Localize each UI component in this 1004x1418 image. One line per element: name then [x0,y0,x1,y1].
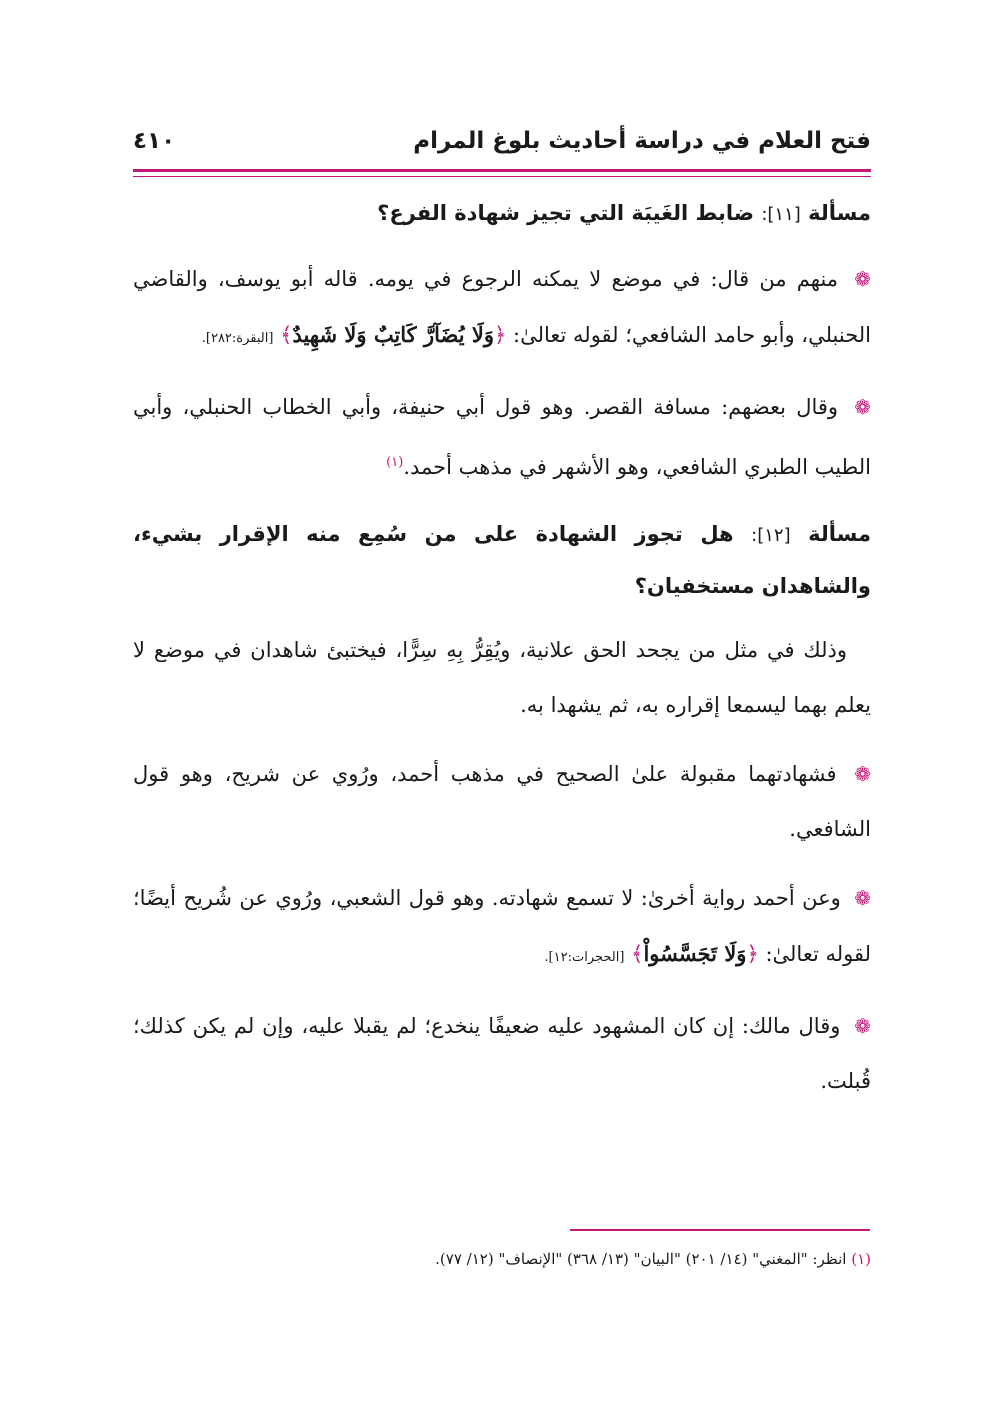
quran-verse: وَلَا تَجَسَّسُواْ [643,941,747,966]
page-body [133,188,871,1123]
paragraph: ❁ فشهادتهما مقبولة علىٰ الصحيح في مذهب أحمد، ورُوي عن شريح، وهو قول الشافعي. [133,762,871,841]
quran-verse: وَلَا يُضَآرَّ كَاتِبٌ وَلَا شَهِيدٌ [292,322,495,347]
page-number: ٤١٠ [133,128,176,154]
flower-icon: ❁ [854,762,871,786]
paragraph: وذلك في مثل من يجحد الحق علانية، ويُقِرُّ بِهِ سِرًّا، فيختبئ شاهدان في موضع لا يعلم بهما ليسمعا إقراره به، ثم يشهدا به. [133,638,871,717]
footnote-number: (١) [851,1250,871,1268]
footnote-text: انظر: "المغني" (١٤/ ٢٠١) "البيان" (١٣/ ٣٦٨) "الإنصاف" (١٢/ ٧٧). [435,1250,847,1268]
paragraph: ❁ وعن أحمد رواية أخرىٰ: لا تسمع شهادته. وهو قول الشعبي، ورُوي عن شُريح أيضًا؛ لقوله تعالىٰ: ﴿وَلَا تَجَسَّسُواْ﴾ [الحجرات:١٢]. [133,886,871,966]
flower-icon: ❁ [854,886,871,910]
paragraph: ❁ وقال مالك: إن كان المشهود عليه ضعيفًا ينخدع؛ لم يقبلا عليه، وإن لم يكن كذلك؛ قُبلت. [133,1014,871,1093]
footnote-marker[interactable]: (١) [386,455,404,470]
book-title: فتح العلام في دراسة أحاديث بلوغ المرام [413,128,871,154]
flower-icon: ❁ [854,1014,871,1038]
footnote [133,1250,871,1268]
flower-icon: ❁ [854,267,871,291]
header-rule-thick [133,169,871,172]
paragraph: ❁ منهم من قال: في موضع لا يمكنه الرجوع في يومه. قاله أبو يوسف، والقاضي الحنبلي، وأبو حامد الشافعي؛ لقوله تعالىٰ: ﴿وَلَا يُضَآرَّ كَاتِبٌ وَلَا شَهِيدٌ﴾ [البقرة:٢٨٢]. [133,267,871,347]
paragraph: ❁ وقال بعضهم: مسافة القصر. وهو قول أبي حنيفة، وأبي الخطاب الحنبلي، وأبي الطيب الطبري الشافعي، وهو الأشهر في مذهب أحمد.$^{(١)}$ [133,395,871,479]
footnote-separator [570,1229,870,1231]
question-heading: مسألة [١١]: ضابط الغَيبَة التي تجيز شهادة الفرع؟ [377,201,871,225]
verse-reference: [الحجرات:١٢]. [544,950,625,965]
header-rule-thin [133,176,871,177]
flower-icon: ❁ [854,395,871,419]
page-header [133,128,871,164]
question-heading: مسألة [١٢]: هل تجوز الشهادة على من سُمِع منه الإقرار بشيء، والشاهدان مستخفيان؟ [133,522,872,598]
verse-reference: [البقرة:٢٨٢]. [201,331,274,346]
